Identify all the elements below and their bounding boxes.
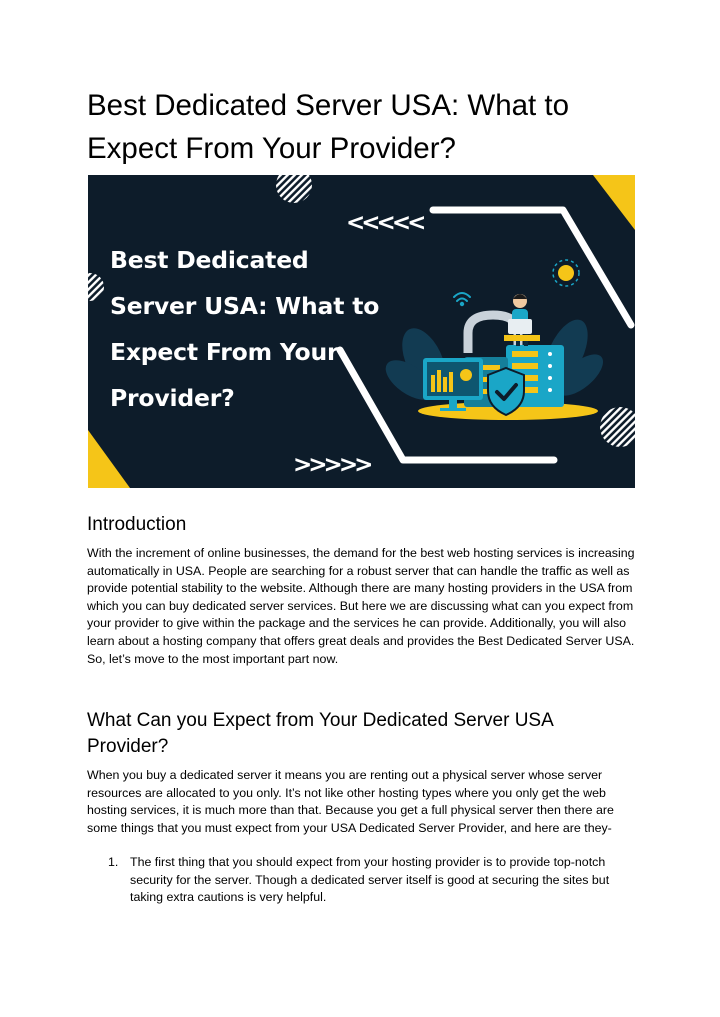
frame-line-top <box>433 210 631 325</box>
banner-line-4: Provider? <box>110 384 235 412</box>
list-item-number: 1. <box>108 855 119 869</box>
yellow-corner-top-right <box>593 175 635 230</box>
wifi-icon <box>454 293 470 305</box>
chevrons-top: <<<<< <box>346 210 423 236</box>
striped-circle-left <box>88 273 104 301</box>
banner-line-2: Server USA: What to <box>110 292 380 320</box>
chevrons-bottom: >>>>> <box>293 452 370 478</box>
expectations-list <box>108 854 635 907</box>
expectations-heading: What Can you Expect from Your Dedicated Server USA Provider? <box>87 710 553 757</box>
list-item <box>108 854 635 907</box>
striped-circle-right <box>600 407 635 447</box>
yellow-corner-bottom-left <box>88 430 130 488</box>
banner-headline <box>110 237 379 421</box>
banner-line-3: Expect From Your <box>110 338 339 366</box>
sun-icon <box>553 260 579 286</box>
page-title: Best Dedicated Server USA: What to Expect From Your Provider? <box>87 89 570 165</box>
expectations-paragraph: When you buy a dedicated server it means you are renting out a physical server whose server resources are allocated to you only. It’s not like other hosting types where you only get the web hosting services, it is much more than that. Because you get a full physical server then there are some things that you must expect from your USA Dedicated Server Provider, and here are they- <box>87 768 614 835</box>
hero-banner-image <box>88 175 635 488</box>
list-item-text: The first thing that you should expect from your hosting provider is to provide top-notch security for the server. Though a dedicated server itself is good at securing the sites but taking extra cautions is very helpful. <box>130 855 610 905</box>
striped-circle-top <box>276 175 312 203</box>
banner-line-1: Best Dedicated <box>110 246 309 274</box>
introduction-heading: Introduction <box>87 514 187 535</box>
introduction-paragraph: With the increment of online businesses, the demand for the best web hosting services is increasing automatically in USA. People are searching for a robust server that can handle the traffic as well as provide potential stability to the website. Although there are many hosting providers in the USA from which you can buy dedicated server services. But here we are discussing what can you expect from your provider to give within the package and the services he can provide. Additionally, you will also learn about a hosting company that offers great deals and provides the Best Dedicated Server USA. So, let’s move to the most important part now. <box>87 546 635 666</box>
person-laptop-icon <box>504 294 540 346</box>
